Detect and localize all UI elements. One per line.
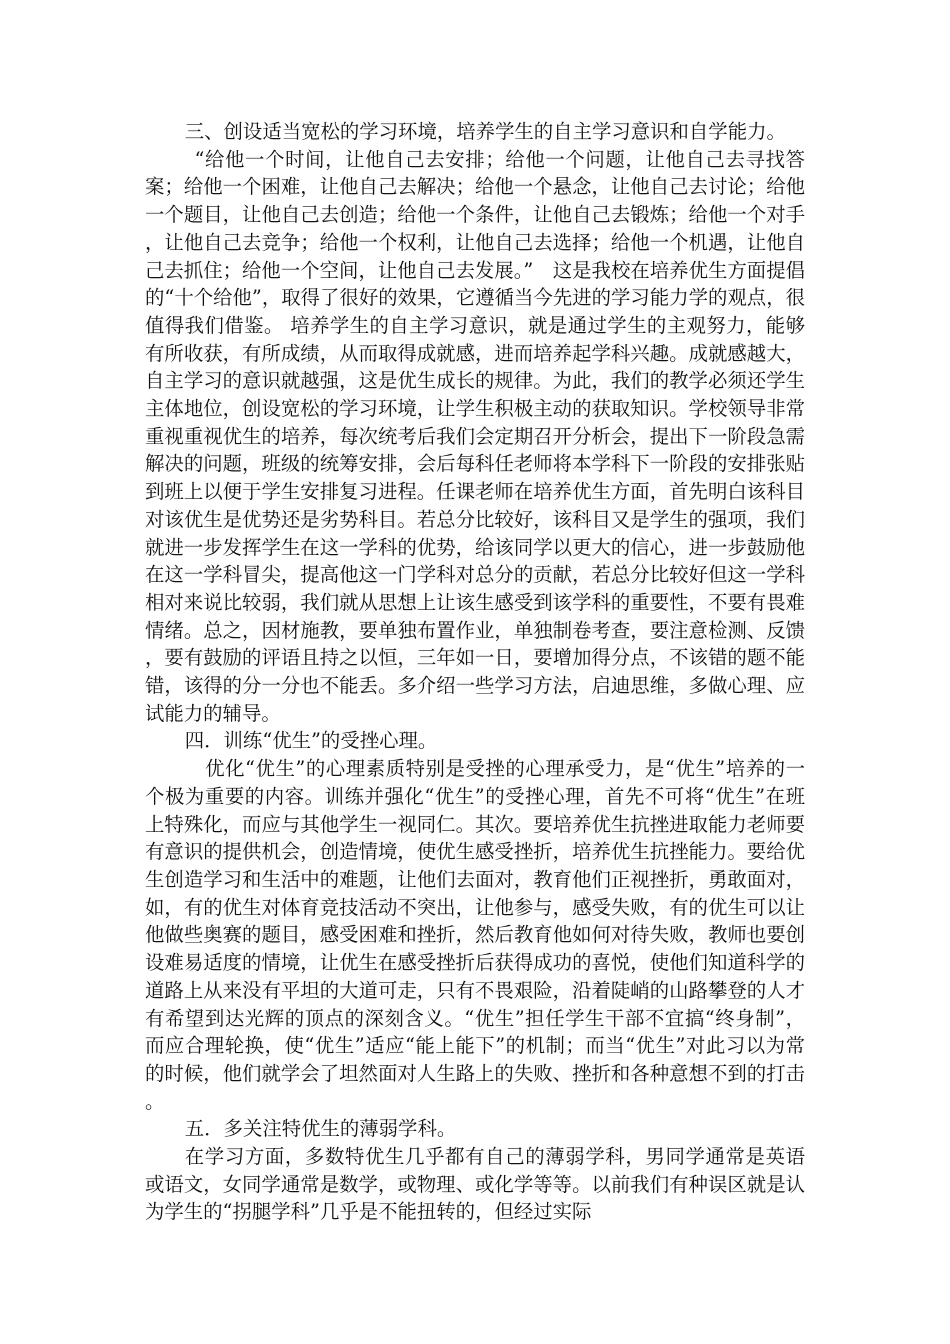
document-body — [145, 118, 805, 1226]
paragraph-frustration-training: 优化“优生”的心理素质特别是受挫的心理承受力，是“优生”培养的一个极为重要的内容。训练并强化“优生”的受挫心理，首先不可将“优生”在班上特殊化，而应与其他学生一视同仁。其次。要培养优生抗挫进取能力老师要有意识的提供机会，创造情境，使优生感受挫折，培养优生抗挫能力。要给优生创造学习和生活中的难题，让他们去面对，教育他们正视挫折，勇敢面对，如，有的优生对体育竞技活动不突出，让他参与，感受失败，有的优生可以让他做些奥赛的题目，感受困难和挫折，然后教育他如何对待失败，教师也要创设难易适度的情境，让优生在感受挫折后获得成功的喜悦，使他们知道科学的道路上从来没有平坦的大道可走，只有不畏艰险，沿着陡峭的山路攀登的人才有希望到达光辉的顶点的深刻含义。“优生”担任学生干部不宜搞“终身制”，而应合理轮换，使“优生”适应“能上能下”的机制；而当“优生”对此习以为常的时候，他们就学会了坦然面对人生路上的失败、挫折和各种意想不到的打击。 — [145, 757, 805, 1113]
section-heading-4: 四．训练“优生”的受挫心理。 — [184, 729, 438, 753]
section-heading-5: 五．多关注特优生的薄弱学科。 — [184, 1117, 457, 1141]
paragraph-ten-give-him: “给他一个时间，让他自己去安排；给他一个问题，让他自己去寻找答案；给他一个困难，让他自己去解决；给他一个悬念，让他自己去讨论；给他一个题目，让他自己去创造；给他一个条件，让他自己去锻炼；给他一个对手，让他自己去竞争；给他一个权利，让他自己去选择；给他一个机遇，让他自己去抓住；给他一个空间，让他自己去发展。” 这是我校在培养优生方面提倡的“十个给他”，取得了很好的效果，它遵循当今先进的学习能力学的观点，很值得我们借鉴。 培养学生的自主学习意识，就是通过学生的主观努力，能够有所收获，有所成绩，从而取得成就感，进而培养起学科兴趣。成就感越大，自主学习的意识就越强，这是优生成长的规律。为此，我们的教学必须还学生主体地位，创设宽松的学习环境，让学生积极主动的获取知识。学校领导非常重视重视优生的培养，每次统考后我们会定期召开分析会，提出下一阶段急需解决的问题，班级的统筹安排，会后每科任老师将本学科下一阶段的安排张贴到班上以便于学生安排复习进程。任课老师在培养优生方面，首先明白该科目对该优生是优势还是劣势科目。若总分比较好，该科目又是学生的强项，我们就进一步发挥学生在这一学科的优势，给该同学以更大的信心，进一步鼓励他在这一学科冒尖，提高他这一门学科对总分的贡献，若总分比较好但这一学科相对来说比较弱，我们就从思想上让该生感受到该学科的重要性，不要有畏难情绪。总之，因材施教，要单独布置作业，单独制卷考查，要注意检测、反馈，要有鼓励的评语且持之以恒，三年如一日，要增加得分点，不该错的题不能错，该得的分一分也不能丢。多介绍一些学习方法，启迪思维，多做心理、应试能力的辅导。 — [145, 147, 805, 725]
paragraph-weak-subjects: 在学习方面，多数特优生几乎都有自己的薄弱学科，男同学通常是英语或语文，女同学通常是数学，或物理、或化学等等。以前我们有种误区就是认为学生的“拐腿学科”几乎是不能扭转的，但经过实际 — [145, 1145, 805, 1224]
section-heading-3: 三、创设适当宽松的学习环境，培养学生的自主学习意识和自学能力。 — [184, 120, 786, 143]
